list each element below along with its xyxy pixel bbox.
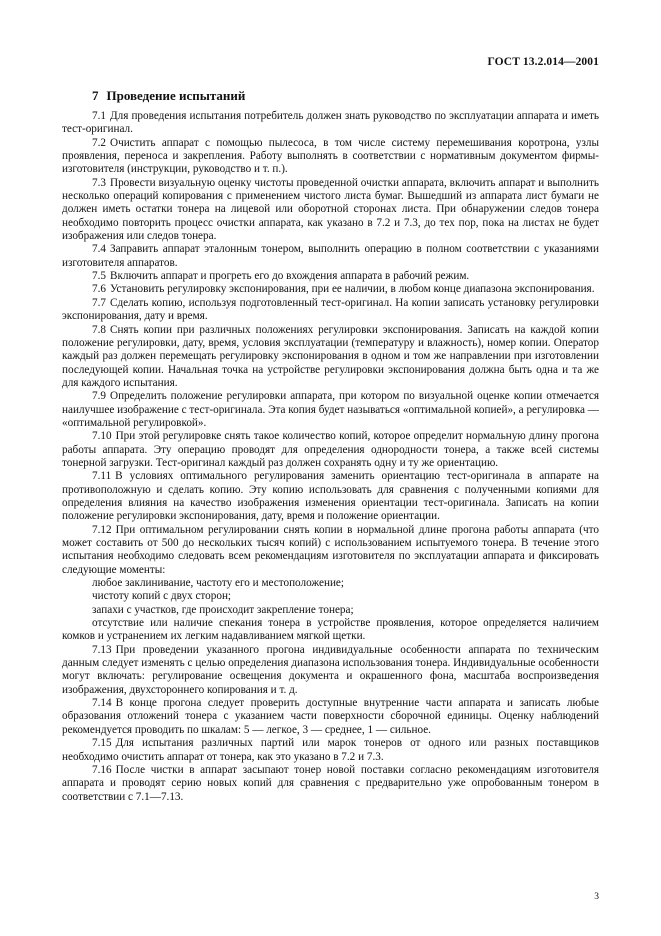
paragraph-7-6 [62,283,599,296]
paragraph-text: Определить положение регулировки аппарата, при котором по визуальной оценке копии отмечается наилучшее изображение с тест-оригинала. Эта копия будет называться «оптимальной копией», а регулировка — «оптимальной регулировкой». [62,390,599,429]
paragraph-number: 7.3 [92,176,106,189]
paragraph-7-16 [62,764,599,804]
paragraph-text: При проведении указанного прогона индивидуальные особенности аппарата по техническим данным следует изменять с целью определения диапазона использования тонера. Индивидуальные особенности могут включать: регулирование освещения документа и окрашенного фона, масштаба воспроизведения изображения, двухстороннего копирования и т. д. [62,643,599,696]
list-item: отсутствие или наличие спекания тонера в устройстве проявления, которое определяется наличием комков и устранением их легким надавливанием мягкой щетки. [62,617,599,643]
paragraph-7-9 [62,390,599,430]
paragraph-number: 7.1 [92,110,106,122]
list-item: запахи с участков, где происходит закрепление тонера; [92,603,354,616]
paragraph-7-11 [62,470,599,523]
list-item: чистоту копий с двух сторон; [92,590,232,603]
paragraph-7-1 [62,110,599,137]
section-number: 7 [92,88,99,103]
paragraph-number: 7.11 [92,470,112,483]
paragraph-7-2 [62,137,599,177]
paragraph-7-13 [62,644,599,697]
paragraph-7-4 [62,243,599,270]
paragraph-7-10 [62,430,599,470]
section-title-text: Проведение испытаний [106,88,246,103]
paragraph-number: 7.14 [92,697,112,710]
paragraph-text: В конце прогона следует проверить доступные внутренние части аппарата и записать любые образования отложений тонера с указанием части поверхности сборочной единицы. Оценку наблюдений рекомендуется проводить по шкалам: 5 — легкое, 3 — среднее, 1 — сильное. [62,697,599,736]
paragraph-7-5 [62,270,599,283]
paragraph-text: Очистить аппарат с помощью пылесоса, в том числе систему перемешивания коротрона, узлы проявления, переноса и закрепления. Работу выполнять в соответствии с нормативным документом фирмы-изготовителя (инструкции, руководство и т. п.). [62,136,599,176]
paragraph-text: Для испытания различных партий или марок тонеров от одного или разных поставщиков необходимо очистить аппарат от тонера, как это указано в 7.2 и 7.3. [62,737,599,763]
paragraph-number: 7.7 [92,296,106,309]
paragraph-number: 7.5 [92,270,106,283]
paragraph-7-8 [62,324,599,391]
page-number: 3 [594,892,599,902]
paragraph-number: 7.4 [92,243,106,256]
paragraph-text: Установить регулировку экспонирования, при ее наличии, в любом конце диапазона экспонирования. [109,283,595,296]
paragraph-text: Включить аппарат и прогреть его до вхождения аппарата в рабочий режим. [109,270,470,283]
paragraph-7-14 [62,697,599,737]
paragraph-text: Сделать копию, используя подготовленный тест-оригинал. На копии записать установку регулировки экспонирования, дату и время. [62,296,599,323]
paragraph-text: После чистки в аппарат засыпают тонер новой поставки согласно рекомендациям изготовителя аппарата и проводят серию новых копий для сравнения с предварительно уже опробованным тонером в соответствии с 7.1—7.13. [62,763,599,803]
paragraph-text: Провести визуальную оценку чистоты проведенной очистки аппарата, включить аппарат и выполнить несколько операций копирования с применением чистого листа бумаг. Вышедший из аппарата лист бумаги не должен иметь остатки тонера на лицевой или оборотной сторонах листа. При обнаружении следов тонера необходимо повторить процесс очистки аппарата, как указано в 7.2 и 7.3, до тех пор, пока на листах не будет изображения или следов тонера. [62,176,599,243]
paragraph-text: Снять копии при различных положениях регулировки экспонирования. Записать на каждой копии положение регулировки, дату, время, условия эксплуатации (температуру и влажность), номер копии. Оператор каждый раз должен перемещать регулировку экспонирования в одном и том же направлении при изготовлении последующей копии. Начальная точка на устройстве регулировки экспонирования должна быть одна и та же для каждого испытания. [62,323,599,389]
paragraph-7-12 [62,524,599,577]
paragraph-text: Заправить аппарат эталонным тонером, выполнить операцию в полном соответствии с указаниями изготовителя аппаратов. [62,243,599,269]
paragraph-7-3 [62,177,599,244]
paragraph-text: При этой регулировке снять такое количество копий, которое определит нормальную длину прогона работы аппарата. Эту операцию проводят для определения однородности тонера, а также всей системы тонерной загрузки. Тест-оригинал каждый раз должен сохранять одну и ту же ориентацию. [62,430,599,469]
paragraph-7-15 [62,737,599,764]
paragraph-number: 7.10 [92,430,112,443]
standard-header: ГОСТ 13.2.014—2001 [487,56,599,68]
paragraph-number: 7.15 [92,737,112,750]
body-text [62,110,599,804]
paragraph-number: 7.9 [92,390,106,403]
paragraph-number: 7.16 [92,763,112,776]
paragraph-number: 7.12 [92,523,112,536]
paragraph-text: Для проведения испытания потребитель должен знать руководство по эксплуатации аппарата и иметь тест-оригинал. [62,110,599,136]
paragraph-number: 7.8 [92,323,106,336]
paragraph-text: При оптимальном регулировании снять копии в нормальной длине прогона работы аппарата (что может составить от 500 до нескольких тысяч копий) с использованием испытуемого тонера. В течение этого испытания необходимо следовать всем рекомендациям изготовителя по эксплуатации аппарата и фиксировать следующие моменты: [62,523,599,576]
paragraph-number: 7.2 [92,136,106,149]
paragraph-text: В условиях оптимального регулирования заменить ориентацию тест-оригинала в аппарате на противоположную и сделать копию. Эту копию использовать для сравнения с полученными копиями для определения влияния на качество изображения изменения ориентации тест-оригинала. Записать на копии положение регулировки экспонирования, дату, время и положение ориентации. [62,470,599,523]
paragraph-7-7 [62,297,599,324]
paragraph-number: 7.6 [92,283,106,296]
paragraph-number: 7.13 [92,643,112,656]
section-heading [92,88,245,104]
list-item: любое заклинивание, частоту его и местоположение; [92,577,345,590]
